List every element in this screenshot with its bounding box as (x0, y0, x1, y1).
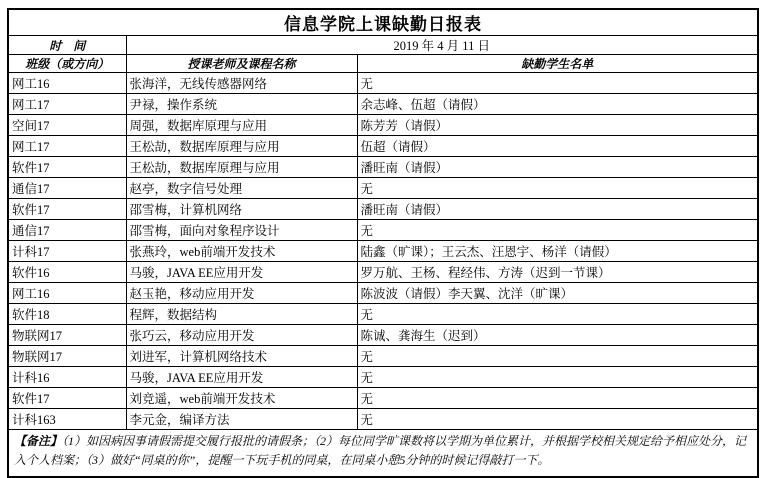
class-cell: 软件17 (8, 199, 126, 220)
absent-list-cell: 陆鑫（旷课）；王云杰、汪恩宇、杨洋（请假） (357, 241, 758, 262)
table-row (8, 73, 758, 94)
footer-note-label: 【备注】 (14, 434, 63, 448)
class-cell: 物联网17 (8, 346, 126, 367)
absent-list-cell: 罗万航、王杨、程经伟、方涛（迟到一节课） (357, 262, 758, 283)
page-title: 信息学院上课缺勤日报表 (8, 9, 758, 36)
table-row (8, 409, 758, 430)
class-cell: 计科16 (8, 367, 126, 388)
teacher-course-cell: 邵雪梅，计算机网络 (126, 199, 357, 220)
table-row (8, 157, 758, 178)
absent-list-cell: 无 (357, 73, 758, 94)
class-cell: 物联网17 (8, 325, 126, 346)
absent-list-cell: 无 (357, 178, 758, 199)
table-row (8, 220, 758, 241)
teacher-course-cell: 赵玉艳，移动应用开发 (126, 283, 357, 304)
table-row (8, 178, 758, 199)
table-row (8, 388, 758, 409)
teacher-course-cell: 李元金，编译方法 (126, 409, 357, 430)
absent-list-cell: 无 (357, 388, 758, 409)
class-cell: 网工16 (8, 73, 126, 94)
table-row (8, 262, 758, 283)
class-cell: 软件17 (8, 388, 126, 409)
teacher-course-cell: 尹禄，操作系统 (126, 94, 357, 115)
absent-list-cell: 无 (357, 220, 758, 241)
class-cell: 软件16 (8, 262, 126, 283)
class-cell: 计科17 (8, 241, 126, 262)
time-row (8, 36, 758, 55)
class-cell: 网工17 (8, 136, 126, 157)
absent-list-cell: 伍超（请假） (357, 136, 758, 157)
table-row (8, 346, 758, 367)
class-cell: 计科163 (8, 409, 126, 430)
teacher-course-cell: 马骏，JAVA EE应用开发 (126, 367, 357, 388)
teacher-course-cell: 张巧云，移动应用开发 (126, 325, 357, 346)
teacher-course-cell: 刘进军，计算机网络技术 (126, 346, 357, 367)
teacher-course-cell: 程辉，数据结构 (126, 304, 357, 325)
class-cell: 通信17 (8, 178, 126, 199)
table-row (8, 199, 758, 220)
class-cell: 网工17 (8, 94, 126, 115)
absent-list-cell: 潘旺南（请假） (357, 199, 758, 220)
column-header-teacher-course: 授课老师及课程名称 (126, 55, 357, 73)
absent-list-cell: 无 (357, 346, 758, 367)
title-row (8, 9, 758, 36)
table-row (8, 241, 758, 262)
absent-list-cell: 陈芳芳（请假） (357, 115, 758, 136)
table-row (8, 367, 758, 388)
absent-list-cell: 陈诚、龚海生（迟到） (357, 325, 758, 346)
date-value: 2019 年 4 月 11 日 (126, 36, 758, 55)
class-cell: 通信17 (8, 220, 126, 241)
column-header-row (8, 55, 758, 73)
table-body-section (8, 73, 758, 430)
footer-note-text: （1）如因病因事请假需提交履行报批的请假条；（2）每位同学旷课数将以学期为单位累计，并根据学校相关规定给予相应处分，记入个人档案；（3）做好“同桌的你”，提醒一下玩手机的同桌，在同桌小憩5分钟的时候记得敲打一下。 (14, 434, 747, 467)
teacher-course-cell: 邵雪梅，面向对象程序设计 (126, 220, 357, 241)
table-row (8, 136, 758, 157)
column-header-absent-list: 缺勤学生名单 (357, 55, 758, 73)
table-footer-section (8, 430, 758, 478)
absent-list-cell: 无 (357, 409, 758, 430)
absent-list-cell: 无 (357, 367, 758, 388)
table-row (8, 304, 758, 325)
footer-note-row (8, 430, 758, 478)
table-row (8, 283, 758, 304)
teacher-course-cell: 王松劼，数据库原理与应用 (126, 136, 357, 157)
absent-list-cell: 无 (357, 304, 758, 325)
absent-list-cell: 余志峰、伍超（请假） (357, 94, 758, 115)
teacher-course-cell: 张燕玲，web前端开发技术 (126, 241, 357, 262)
class-cell: 软件18 (8, 304, 126, 325)
teacher-course-cell: 王松劼，数据库原理与应用 (126, 157, 357, 178)
class-cell: 软件17 (8, 157, 126, 178)
teacher-course-cell: 赵亭，数字信号处理 (126, 178, 357, 199)
absent-list-cell: 潘旺南（请假） (357, 157, 758, 178)
table-head-section (8, 9, 758, 73)
teacher-course-cell: 刘竞遥，web前端开发技术 (126, 388, 357, 409)
table-row (8, 325, 758, 346)
teacher-course-cell: 马骏，JAVA EE应用开发 (126, 262, 357, 283)
teacher-course-cell: 周强，数据库原理与应用 (126, 115, 357, 136)
class-cell: 网工16 (8, 283, 126, 304)
absent-list-cell: 陈波波（请假）李天翼、沈洋（旷课） (357, 283, 758, 304)
footer-note-cell (8, 430, 758, 478)
table-row (8, 115, 758, 136)
time-label: 时 间 (8, 36, 126, 55)
column-header-class: 班级（或方向） (8, 55, 126, 73)
class-cell: 空间17 (8, 115, 126, 136)
teacher-course-cell: 张海洋，无线传感器网络 (126, 73, 357, 94)
absence-report-table (7, 8, 759, 478)
table-row (8, 94, 758, 115)
